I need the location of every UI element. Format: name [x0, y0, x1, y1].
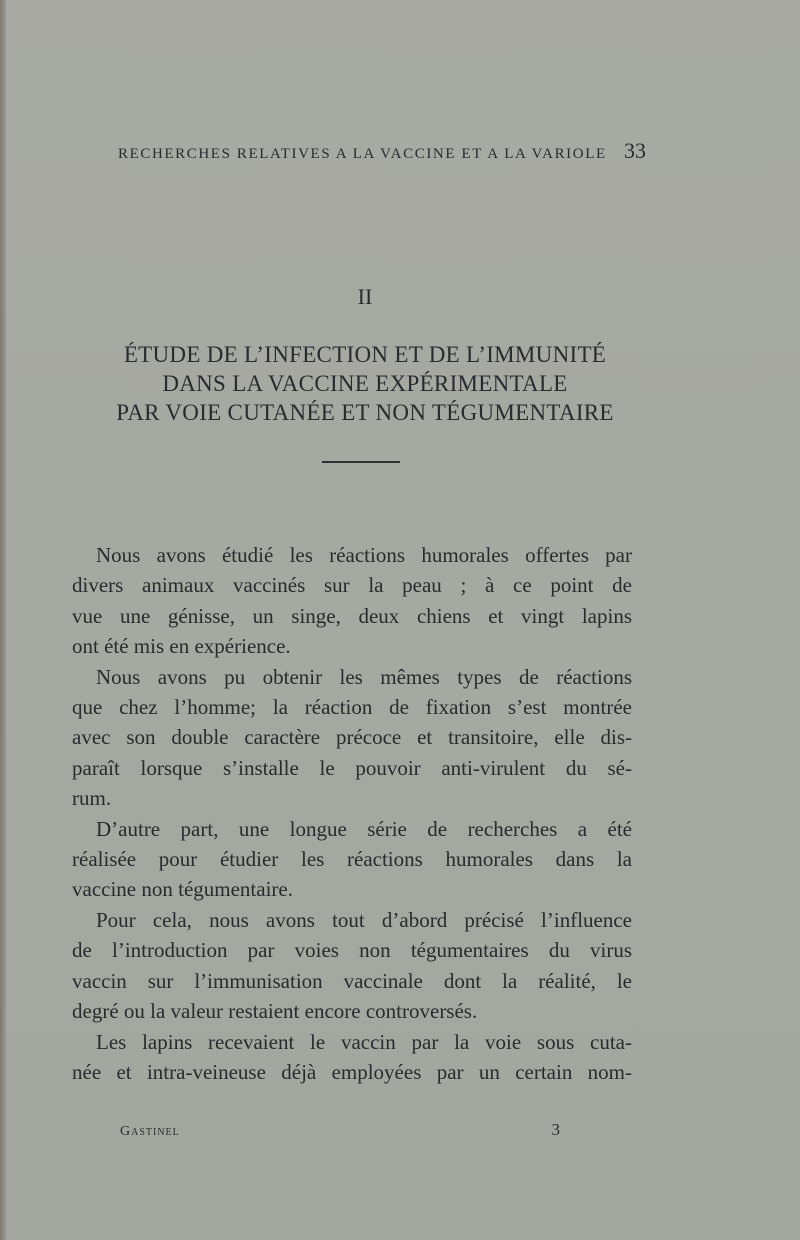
- paragraph: [72, 540, 632, 662]
- sheet-number: 3: [551, 1120, 560, 1139]
- text-line: vaccin sur l’immunisation vaccinale dont la réalité, le: [72, 968, 632, 993]
- chapter-title: [100, 340, 630, 427]
- text-line: avec son double caractère précoce et transitoire, elle dis-: [72, 725, 632, 750]
- chapter-title-line: ÉTUDE DE L’INFECTION ET DE L’IMMUNITÉ: [123, 342, 607, 367]
- text-line: paraît lorsque s’installe le pouvoir anti-virulent du sé-: [72, 755, 632, 780]
- text-line: degré ou la valeur restaient encore controversés.: [72, 999, 478, 1024]
- body-text: [72, 540, 632, 1087]
- text-line: de l’introduction par voies non tégumentaires du virus: [72, 938, 632, 963]
- running-head: [118, 138, 646, 164]
- paragraph: [72, 1027, 632, 1088]
- page-footer: [120, 1110, 560, 1140]
- section-numeral: II: [357, 284, 373, 309]
- text-line: que chez l’homme; la réaction de fixation s’est montrée: [72, 695, 632, 720]
- text-line: réalisée pour étudier les réactions humorales dans la: [72, 847, 632, 872]
- page-binding-edge: [0, 0, 6, 1240]
- paragraph: [72, 814, 632, 905]
- text-line: D’autre part, une longue série de recherches a été: [96, 816, 632, 841]
- chapter-title-line: PAR VOIE CUTANÉE ET NON TÉGUMENTAIRE: [116, 400, 614, 425]
- paragraph: [72, 662, 632, 814]
- signature-mark: Gastinel: [120, 1124, 180, 1139]
- title-divider: [322, 461, 400, 463]
- text-line: Les lapins recevaient le vaccin par la voie sous cuta-: [96, 1029, 632, 1054]
- chapter-title-line: DANS LA VACCINE EXPÉRIMENTALE: [162, 371, 568, 396]
- text-line: ont été mis en expérience.: [72, 634, 291, 659]
- text-line: vaccine non tégumentaire.: [72, 877, 293, 902]
- text-line: vue une génisse, un singe, deux chiens et vingt lapins: [72, 603, 632, 628]
- text-line: Nous avons étudié les réactions humorales offertes par: [96, 543, 632, 567]
- text-line: Nous avons pu obtenir les mêmes types de réactions: [96, 664, 632, 689]
- text-line: divers animaux vaccinés sur la peau ; à ce point de: [72, 573, 632, 598]
- text-line: née et intra-veineuse déjà employées par un certain nom-: [72, 1059, 632, 1084]
- running-title: RECHERCHES RELATIVES A LA VACCINE ET A LA VARIOLE: [118, 146, 607, 162]
- text-line: Pour cela, nous avons tout d’abord précisé l’influence: [96, 907, 632, 932]
- text-line: rum.: [72, 786, 112, 811]
- page-number: 33: [624, 138, 646, 163]
- paragraph: [72, 905, 632, 1027]
